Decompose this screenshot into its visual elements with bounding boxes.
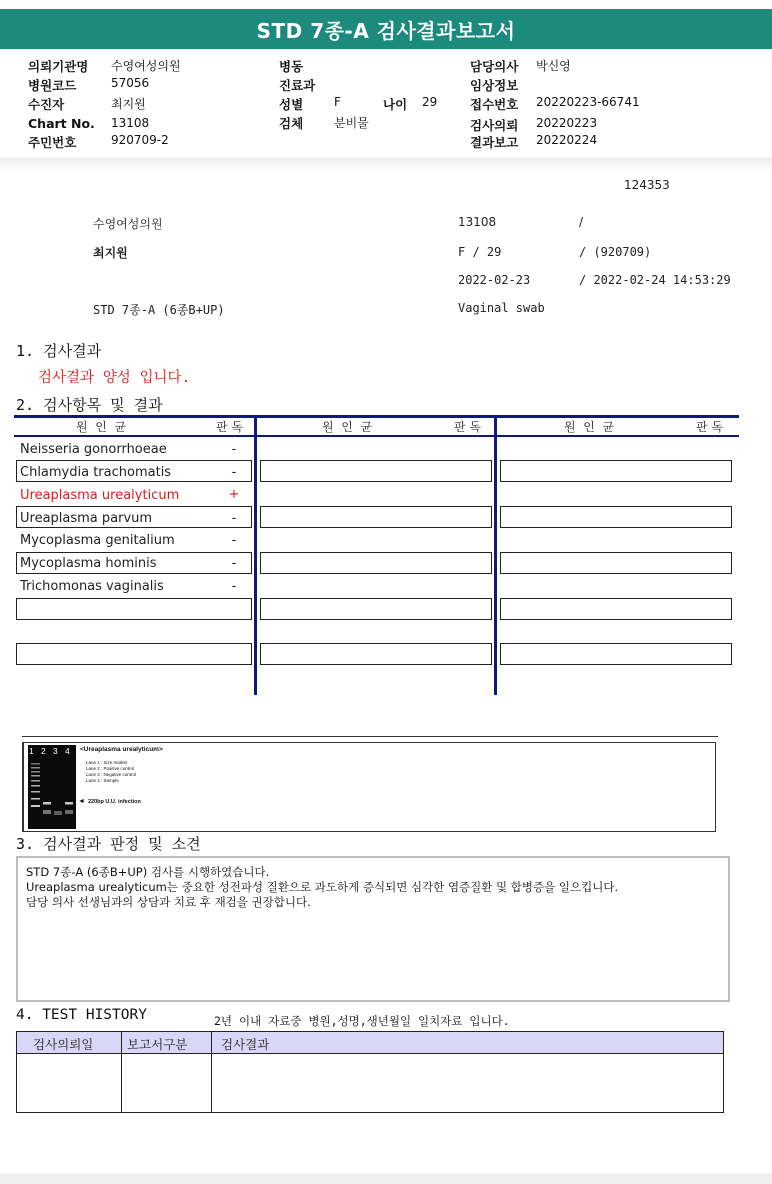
footer-bar	[0, 1174, 772, 1184]
pathogen-result-1: -	[231, 442, 237, 457]
col-header-judge-3: 판 독	[696, 420, 723, 434]
header-value-requester: 수영여성의원	[111, 59, 181, 73]
patient-test-name: STD 7종-A (6종B+UP)	[93, 303, 225, 317]
empty-cell-box	[500, 643, 732, 665]
col-header-judge-1: 판 독	[216, 420, 243, 434]
report-title: STD 7종-A 검사결과보고서	[0, 9, 772, 49]
history-col-result: 검사결과	[221, 1037, 270, 1052]
gel-top-rule	[22, 736, 718, 737]
section-4-title: 4. TEST HISTORY	[16, 1007, 147, 1023]
header-label-requester: 의뢰기관명	[28, 59, 89, 74]
col-header-pathogen-1: 원 인 균	[76, 420, 127, 434]
header-label-department: 진료과	[279, 78, 316, 93]
comment-line-1: STD 7종-A (6종B+UP) 검사를 시행하였습니다.	[26, 865, 270, 879]
gel-lane-2: 2	[41, 746, 46, 756]
header-value-sex: F	[334, 95, 341, 109]
gel-lane-1: 1	[29, 746, 34, 756]
patient-clinic: 수영여성의원	[93, 217, 163, 231]
pathogen-result-7: -	[231, 579, 237, 594]
header-value-chart-no: 13108	[111, 116, 150, 130]
gel-legend-1: Lane 1 : Size marker	[86, 760, 128, 765]
header-label-resident-no: 주민번호	[28, 135, 77, 150]
header-value-resident-no: 920709-2	[111, 133, 169, 147]
empty-cell-box	[260, 460, 492, 482]
header-label-hospital-code: 병원코드	[28, 78, 77, 93]
header-label-chart-no: Chart No.	[28, 116, 95, 131]
pathogen-name-5: Mycoplasma genitalium	[20, 533, 175, 548]
empty-cell-box	[16, 598, 252, 620]
empty-cell-box	[500, 598, 732, 620]
patient-sex-age: F / 29	[458, 245, 502, 259]
header-label-doctor: 담당의사	[470, 59, 519, 74]
pathogen-result-5: -	[231, 533, 237, 548]
positive-result-message: 검사결과 양성 입니다.	[38, 370, 191, 386]
pathogen-name-7: Trichomonas vaginalis	[20, 579, 164, 594]
header-label-specimen: 검체	[279, 116, 304, 131]
header-value-specimen: 분비물	[334, 116, 369, 130]
patient-chart: 13108	[458, 215, 497, 229]
empty-cell-box	[500, 506, 732, 528]
comment-line-2: Ureaplasma urealyticum는 중요한 성전파성 질환으로 과도하게 증식되면 심각한 염증질환 및 합병증을 일으킵니다.	[26, 880, 619, 894]
header-value-doctor: 박신영	[536, 59, 571, 73]
section-2-title: 2. 검사항목 및 결과	[16, 396, 163, 414]
gel-figure	[22, 742, 716, 832]
results-grid	[14, 415, 739, 695]
gel-arrow-icon: ◄	[78, 798, 85, 805]
pathogen-name-1: Neisseria gonorrhoeae	[20, 442, 167, 457]
col-header-judge-2: 판 독	[454, 420, 481, 434]
patient-code: 124353	[624, 178, 670, 192]
empty-cell-box	[260, 552, 492, 574]
pathogen-result-4: -	[231, 511, 237, 526]
empty-cell-box	[260, 506, 492, 528]
comment-line-3: 담당 의사 선생님과의 상담과 치료 후 재검을 권장합니다.	[26, 895, 311, 909]
grid-header-rule	[14, 435, 739, 437]
patient-request-date: 2022-02-23	[458, 273, 531, 287]
gel-electrophoresis-image	[28, 745, 76, 829]
header-label-report-date: 결과보고	[470, 135, 519, 150]
patient-name: 최지원	[93, 246, 128, 260]
section-3-title: 3. 검사결과 판정 및 소견	[16, 835, 201, 853]
history-col-report-type: 보고서구분	[127, 1037, 188, 1052]
header-value-hospital-code: 57056	[111, 76, 150, 90]
gel-arrow-label: 220bp U.U. infection	[88, 799, 141, 805]
pathogen-result-3: +	[228, 487, 240, 502]
pathogen-name-6: Mycoplasma hominis	[20, 556, 157, 571]
history-table-header	[17, 1032, 723, 1054]
history-note: 2년 이내 자료중 병원,성명,생년월일 일치자료 입니다.	[214, 1014, 510, 1028]
section-1-title: 1. 검사결과	[16, 342, 102, 360]
history-table	[16, 1031, 724, 1113]
grid-divider-1	[254, 415, 257, 695]
patient-birth: / (920709)	[579, 245, 652, 259]
empty-cell-box	[16, 643, 252, 665]
empty-cell-box	[260, 643, 492, 665]
gel-legend-3: Lane 3 : Negative control	[86, 772, 137, 777]
pathogen-result-6: -	[231, 556, 237, 571]
patient-report-datetime: / 2022-02-24 14:53:29	[579, 273, 731, 287]
col-header-pathogen-2: 원 인 균	[322, 420, 373, 434]
header-label-request-date: 검사의뢰	[470, 118, 519, 133]
empty-cell-box	[260, 598, 492, 620]
pathogen-name-4: Ureaplasma parvum	[20, 511, 153, 526]
pathogen-result-2: -	[231, 465, 237, 480]
gel-lane-3: 3	[53, 746, 58, 756]
history-col-divider	[121, 1032, 122, 1112]
header-label-receipt-no: 접수번호	[470, 97, 519, 112]
header-separator	[0, 158, 772, 172]
header-value-age: 29	[422, 95, 438, 109]
gel-legend-2: Lane 2 : Positive control	[86, 766, 135, 771]
gel-title: <Ureaplasma urealyticum>	[80, 746, 163, 753]
header-value-receipt-no: 20220223-66741	[536, 95, 640, 109]
col-header-pathogen-3: 원 인 균	[564, 420, 615, 434]
header-label-age: 나이	[383, 97, 408, 112]
header-value-request-date: 20220223	[536, 116, 598, 130]
empty-cell-box	[500, 552, 732, 574]
grid-divider-2	[494, 415, 497, 695]
history-col-request-date: 검사의뢰일	[33, 1037, 94, 1052]
patient-specimen: Vaginal swab	[458, 301, 545, 315]
header-label-patient: 수진자	[28, 97, 65, 112]
gel-legend-4: Lane 4 : Sample	[86, 778, 119, 783]
patient-slash: /	[579, 215, 584, 229]
header-label-clinical-info: 임상정보	[470, 78, 519, 93]
history-col-divider	[211, 1032, 212, 1112]
pathogen-name-2: Chlamydia trachomatis	[20, 465, 172, 480]
header-label-sex: 성별	[279, 97, 304, 112]
pathogen-name-3: Ureaplasma urealyticum	[20, 488, 180, 503]
comment-box	[16, 856, 730, 1002]
header-value-report-date: 20220224	[536, 133, 598, 147]
empty-cell-box	[500, 460, 732, 482]
gel-lane-4: 4	[65, 746, 70, 756]
header-label-ward: 병동	[279, 59, 304, 74]
header-value-patient: 최지원	[111, 97, 146, 111]
